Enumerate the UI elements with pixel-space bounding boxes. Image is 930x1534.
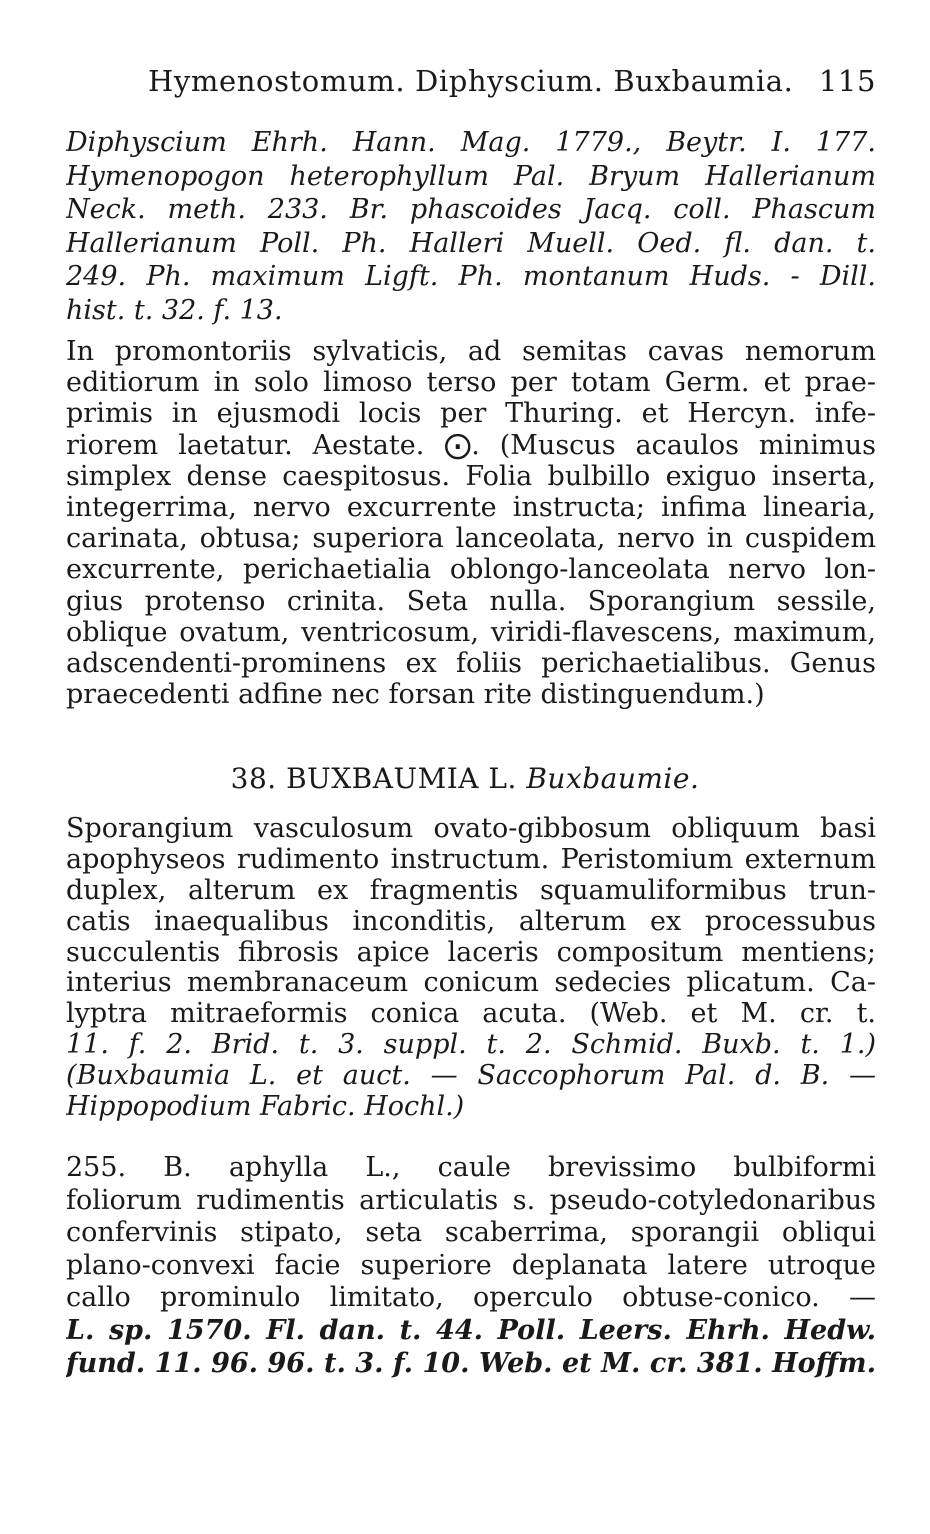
synonymy-line: Hymenopogon heterophyllum Pal. Bryum Hallerianum bbox=[66, 160, 876, 192]
synonymy-line: hist. t. 32. f. 13. bbox=[66, 294, 283, 326]
citation-line: 11. f. 2. Brid. t. 3. suppl. t. 2. Schmid. Buxb. t. 1.) bbox=[66, 1030, 876, 1061]
synonymy-line: Hallerianum Poll. Ph. Halleri Muell. Oed. fl. dan. t. bbox=[66, 227, 876, 259]
text-line: integerrima, nervo excurrente instructa; infima linearia, bbox=[66, 491, 876, 523]
species-entry bbox=[66, 1152, 876, 1380]
text-line: duplex, alterum ex fragmentis squamuliformibus trun- bbox=[66, 875, 876, 906]
habitat-paragraph bbox=[66, 336, 876, 710]
text-line: confervinis stipato, seta scaberrima, sporangii obliqui bbox=[66, 1217, 876, 1249]
citation-line: Hippopodium Fabric. Hochl.) bbox=[66, 1092, 465, 1123]
reference-line: fund. 11. 96. 96. t. 3. f. 10. Web. et M. cr. 381. Hoffm. bbox=[66, 1347, 876, 1379]
genus-heading bbox=[0, 762, 930, 795]
text-line: lyptra mitraeformis conica acuta. (Web. et M. cr. t. bbox=[66, 999, 876, 1030]
page-number: 115 bbox=[818, 64, 876, 98]
text-line: gius protenso crinita. Seta nulla. Sporangium sessile, bbox=[66, 585, 876, 617]
text-line: praecedenti adfine nec forsan rite distinguendum.) bbox=[66, 679, 765, 711]
synonymy-line: Diphyscium Ehrh. Hann. Mag. 1779., Beytr. I. 177. bbox=[66, 127, 876, 158]
text-line: primis in ejusmodi locis per Thuring. et Hercyn. infe- bbox=[66, 398, 876, 430]
genus-number: 38. bbox=[230, 762, 277, 795]
text-line: 255. B. aphylla L., caule brevissimo bulbiformi bbox=[66, 1152, 876, 1183]
synonymy-line: Neck. meth. 233. Br. phascoides Jacq. coll. Phascum bbox=[66, 194, 876, 226]
text-line: adscendenti-prominens ex foliis perichaetialibus. Genus bbox=[66, 647, 876, 679]
text-line: carinata, obtusa; superiora lanceolata, nervo in cuspidem bbox=[66, 523, 876, 555]
text-line: foliorum rudimentis articulatis s. pseudo-cotyledonaribus bbox=[66, 1184, 876, 1216]
text-line: excurrente, perichaetialia oblongo-lanceolata nervo lon- bbox=[66, 554, 876, 586]
text-line: simplex dense caespitosus. Folia bulbillo exiguo inserta, bbox=[66, 460, 876, 492]
text-line: oblique ovatum, ventricosum, viridi-flavescens, maximum, bbox=[66, 616, 876, 648]
genus-description bbox=[66, 814, 876, 1123]
synonymy-block bbox=[66, 126, 876, 328]
genus-german-name: Buxbaumie. bbox=[526, 762, 700, 795]
text-line: succulentis fibrosis apice laceris compositum mentiens; bbox=[66, 937, 876, 968]
text-line: In promontoriis sylvaticis, ad semitas cavas nemorum bbox=[66, 336, 876, 367]
text-line: catis inaequalibus inconditis, alterum ex processubus bbox=[66, 906, 876, 937]
running-title: Hymenostomum. Diphyscium. Buxbaumia. bbox=[148, 64, 794, 98]
text-line: plano-convexi facie superiore deplanata latere utroque bbox=[66, 1249, 876, 1281]
citation-line: (Buxbaumia L. et auct. — Saccophorum Pal. d. B. — bbox=[66, 1061, 876, 1092]
synonymy-line: 249. Ph. maximum Ligft. Ph. montanum Huds. - Dill. bbox=[66, 261, 876, 293]
text-line: apophyseos rudimento instructum. Peristomium externum bbox=[66, 844, 876, 875]
reference-line: L. sp. 1570. Fl. dan. t. 44. Poll. Leers. Ehrh. Hedw. bbox=[66, 1314, 876, 1346]
genus-name: BUXBAUMIA L. bbox=[286, 762, 517, 795]
text-line: Sporangium vasculosum ovato-gibbosum obliquum basi bbox=[66, 814, 876, 844]
text-line: riorem laetatur. Aestate. ⨀. (Muscus acaulos minimus bbox=[66, 429, 876, 461]
text-line: editiorum in solo limoso terso per totam Germ. et prae- bbox=[66, 367, 876, 399]
text-line: callo prominulo limitato, operculo obtuse-conico. — bbox=[66, 1282, 876, 1314]
text-line: interius membranaceum conicum sedecies plicatum. Ca- bbox=[66, 968, 876, 999]
